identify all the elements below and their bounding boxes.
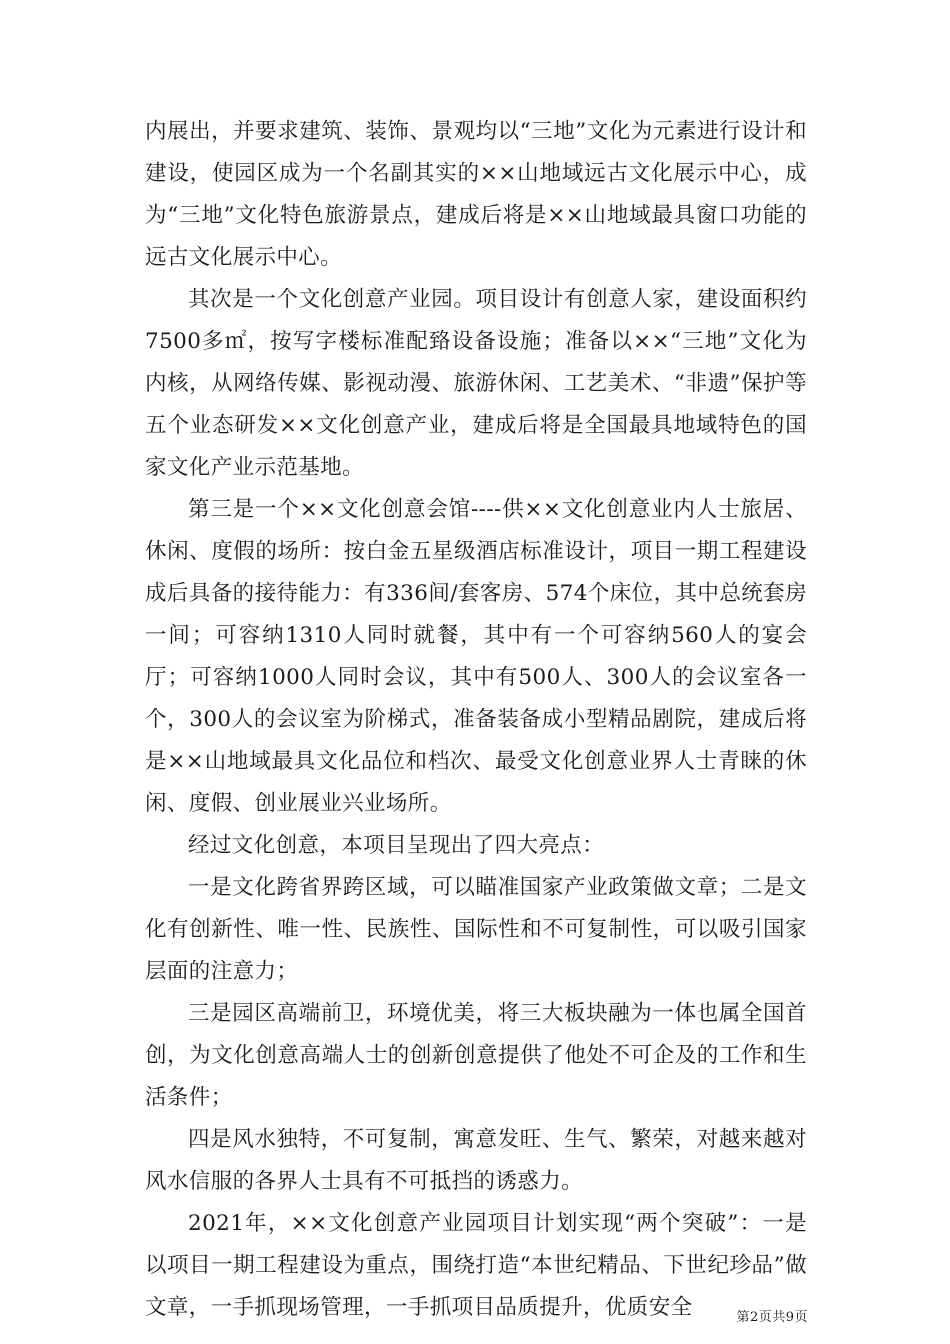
paragraph-4: 经过文化创意，本项目呈现出了四大亮点： — [188, 833, 605, 858]
paragraph-6: 三是园区高端前卫，环境优美，将三大板块融为一体也属全国首创，为文化创意高端人士的创新创意提供了他处不可企及的工作和生活条件； — [145, 1001, 807, 1110]
document-body — [145, 111, 807, 1329]
paragraph-7: 四是风水独特，不可复制，寓意发旺、生气、繁荣，对越来越对风水信服的各界人士具有不可抵挡的诱惑力。 — [145, 1127, 807, 1194]
paragraph-8: 2021年，××文化创意产业园项目计划实现“两个突破”：一是以项目一期工程建设为重点，围绕打造“本世纪精品、下世纪珍品”做文章，一手抓现场管理，一手抓项目品质提升，优质安全 — [145, 1211, 807, 1320]
paragraph-2: 其次是一个文化创意产业园。项目设计有创意人家，建设面积约7500多㎡，按写字楼标准配臵设备设施；准备以××“三地”文化为内核，从网络传媒、影视动漫、旅游休闲、工艺美术、“非遗”保护等五个业态研发××文化创意产业，建成后将是全国最具地域特色的国家文化产业示范基地。 — [145, 287, 807, 480]
paragraph-5: 一是文化跨省界跨区域，可以瞄准国家产业政策做文章；二是文化有创新性、唯一性、民族性、国际性和不可复制性，可以吸引国家层面的注意力； — [145, 875, 807, 984]
page-number: 第2页共9页 — [736, 1310, 808, 1325]
paragraph-3: 第三是一个××文化创意会馆----供××文化创意业内人士旅居、休闲、度假的场所：按白金五星级酒店标准设计，项目一期工程建设成后具备的接待能力：有336间/套客房、574个床位，其中总统套房一间；可容纳1310人同时就餐，其中有一个可容纳560人的宴会厅；可容纳1000人同时会议，其中有500人、300人的会议室各一个，300人的会议室为阶梯式，准备装备成小型精品剧院，建成后将是××山地域最具文化品位和档次、最受文化创意业界人士青睐的休闲、度假、创业展业兴业场所。 — [145, 497, 807, 816]
paragraph-1: 内展出，并要求建筑、装饰、景观均以“三地”文化为元素进行设计和建设，使园区成为一个名副其实的××山地域远古文化展示中心，成为“三地”文化特色旅游景点，建成后将是××山地域最具窗口功能的远古文化展示中心。 — [145, 119, 807, 270]
